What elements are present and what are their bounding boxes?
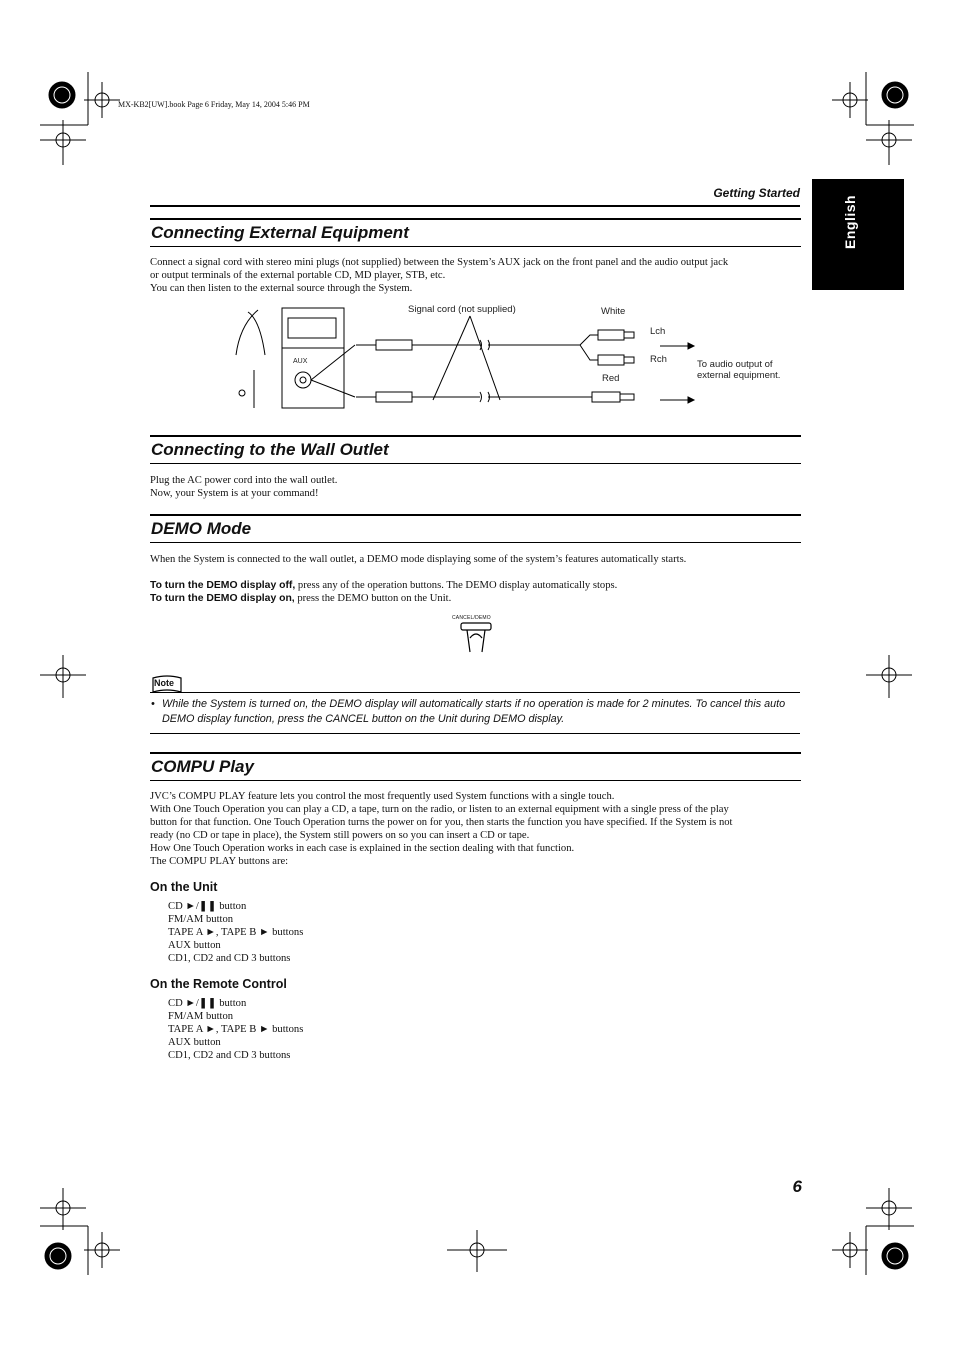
- text-line: Plug the AC power cord into the wall outlet.: [150, 475, 338, 486]
- text-line: JVC’s COMPU PLAY feature lets you control the most frequently used System functions with a single touch.: [150, 791, 615, 802]
- remote-list: [168, 997, 303, 1062]
- list-item: CD ►/❚❚ button: [168, 998, 247, 1009]
- text-line: How One Touch Operation works in each case is explained in the section dealing with that function.: [150, 843, 575, 854]
- text-line: or output terminals of the external portable CD, MD player, STB, etc.: [150, 270, 446, 281]
- external-paragraph: [150, 256, 802, 295]
- demo-instructions: [150, 579, 802, 605]
- wall-paragraph: [150, 474, 802, 500]
- text-line: Now, your System is at your command!: [150, 488, 319, 499]
- audio-output-label: [697, 359, 780, 381]
- bullet-icon: •: [151, 698, 155, 710]
- connection-diagram: [230, 300, 805, 415]
- running-head: Getting Started: [713, 186, 800, 200]
- list-item: TAPE A ►, TAPE B ► buttons: [168, 1024, 304, 1035]
- aux-label: AUX: [293, 358, 308, 365]
- demo-on-label: To turn the DEMO display on,: [150, 593, 295, 604]
- unit-heading: On the Unit: [150, 880, 218, 894]
- note-label: Note: [154, 678, 174, 688]
- audio-output-line: external equipment.: [697, 370, 781, 381]
- header-rule: [150, 205, 800, 207]
- text-line: Connect a signal cord with stereo mini plugs (not supplied) between the System’s AUX jack on the front panel and the audio output jack: [150, 257, 729, 268]
- section-title-external: Connecting External Equipment: [150, 218, 801, 247]
- text-line: The COMPU PLAY buttons are:: [150, 856, 289, 867]
- list-item: FM/AM button: [168, 1011, 234, 1022]
- section-title-wall: Connecting to the Wall Outlet: [150, 435, 801, 464]
- note-body: While the System is turned on, the DEMO display will automatically starts if no operation is made for 2 minutes. To cancel this auto DEMO display function, press the CANCEL button on the Unit during DEMO display.: [162, 698, 786, 725]
- remote-heading: On the Remote Control: [150, 977, 287, 991]
- list-item: FM/AM button: [168, 914, 234, 925]
- demo-off-text: press any of the operation buttons. The DEMO display automatically stops.: [295, 580, 618, 591]
- list-item: CD1, CD2 and CD 3 buttons: [168, 953, 291, 964]
- list-item: CD ►/❚❚ button: [168, 901, 247, 912]
- audio-output-line: To audio output of: [697, 359, 773, 370]
- text-line: button for that function. One Touch Operation turns the power on for you, then starts the function you have specified. If the System is not: [150, 817, 733, 828]
- section-title-demo: DEMO Mode: [150, 514, 801, 543]
- rch-label: Rch: [650, 354, 667, 365]
- language-tab-label: English: [842, 194, 858, 249]
- note-text: [150, 697, 802, 727]
- lch-label: Lch: [650, 326, 666, 337]
- page-number: 6: [792, 1177, 802, 1196]
- demo-off-label: To turn the DEMO display off,: [150, 580, 296, 591]
- white-label: White: [601, 306, 626, 317]
- red-label: Red: [602, 373, 620, 384]
- section-title-compu: COMPU Play: [150, 752, 801, 781]
- file-info: MX-KB2[UW].book Page 6 Friday, May 14, 2004 5:46 PM: [118, 100, 310, 109]
- text-line: With One Touch Operation you can play a CD, a tape, turn on the radio, or listen to an external equipment with a single press of the play: [150, 804, 729, 815]
- signal-cord-label: Signal cord (not supplied): [408, 304, 516, 315]
- demo-button-label: CANCEL/DEMO: [452, 615, 491, 621]
- list-item: CD1, CD2 and CD 3 buttons: [168, 1050, 291, 1061]
- list-item: TAPE A ►, TAPE B ► buttons: [168, 927, 304, 938]
- demo-on-text: press the DEMO button on the Unit.: [294, 593, 452, 604]
- demo-intro: When the System is connected to the wall outlet, a DEMO mode displaying some of the system’s features automatically starts.: [150, 554, 687, 565]
- text-line: ready (no CD or tape in place), the System still powers on so you can insert a CD or tape.: [150, 830, 530, 841]
- list-item: AUX button: [168, 1037, 221, 1048]
- demo-button-icon: [458, 620, 498, 656]
- text-line: You can then listen to the external source through the System.: [150, 283, 413, 294]
- compu-paragraph: [150, 790, 802, 868]
- list-item: AUX button: [168, 940, 221, 951]
- language-tab: [812, 179, 904, 290]
- unit-list: [168, 900, 303, 965]
